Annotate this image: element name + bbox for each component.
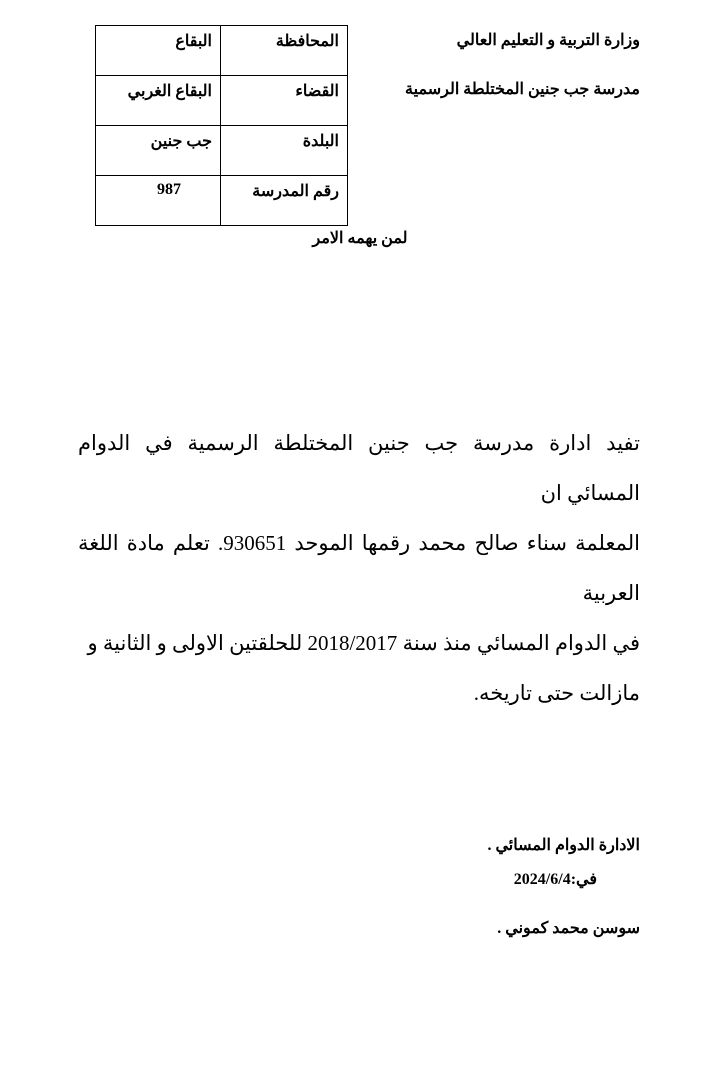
letter-date: في:2024/6/4: [513, 871, 597, 888]
body-line: مازالت حتى تاريخه.: [473, 681, 640, 705]
district-label: القضاء: [221, 76, 348, 126]
body-line: في الدوام المسائي منذ سنة 2018/2017 للحلقتين الاولى و الثانية و: [87, 631, 640, 655]
district-value: البقاع الغربي: [96, 76, 221, 126]
administration-signature: الادارة الدوام المسائي .: [487, 837, 640, 854]
school-info-table: [95, 25, 348, 226]
governorate-label: المحافظة: [221, 26, 348, 76]
table-row: [96, 76, 348, 126]
table-row: [96, 26, 348, 76]
governorate-value: البقاع: [96, 26, 221, 76]
town-value: جب جنين: [96, 126, 221, 176]
signatory-name: سوسن محمد كموني .: [497, 920, 640, 937]
school-number-label: رقم المدرسة: [221, 176, 348, 226]
letter-subject: لمن يهمه الامر: [312, 230, 408, 247]
table-row: [96, 176, 348, 226]
ministry-name: وزارة التربية و التعليم العالي: [456, 32, 640, 49]
body-line: تفيد ادارة مدرسة جب جنين المختلطة الرسمية في الدوام المسائي ان: [78, 431, 640, 505]
school-name: مدرسة جب جنين المختلطة الرسمية: [405, 81, 640, 98]
town-label: البلدة: [221, 126, 348, 176]
body-line: المعلمة سناء صالح محمد رقمها الموحد 930651. تعلم مادة اللغة العربية: [78, 531, 641, 605]
school-number-value: 987: [96, 176, 221, 226]
letter-body: [78, 418, 640, 718]
table-row: [96, 126, 348, 176]
